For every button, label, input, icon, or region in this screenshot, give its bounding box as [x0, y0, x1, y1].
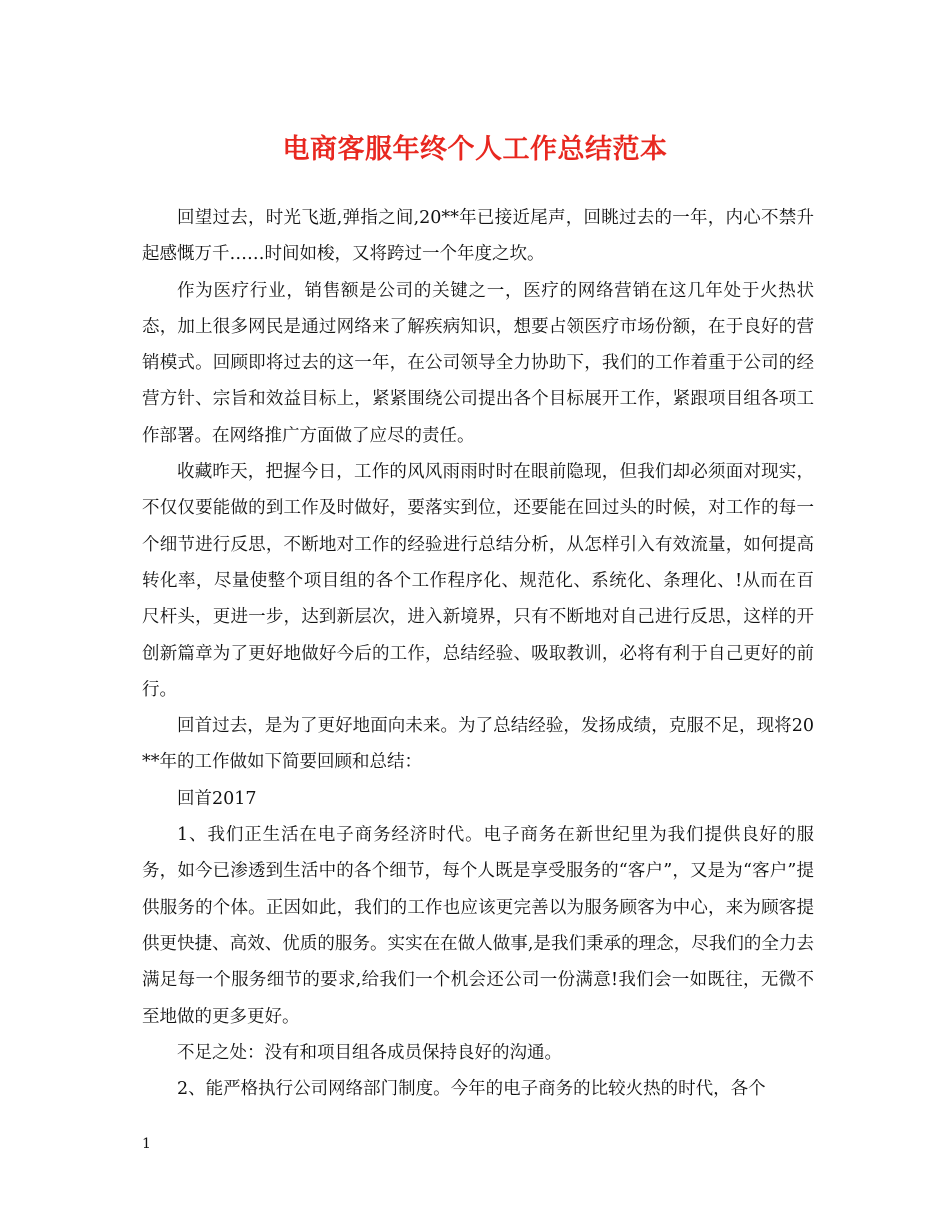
paragraph-reflection: 收藏昨天，把握今日，工作的风风雨雨时时在眼前隐现，但我们却必须面对现实，不仅仅要能做的到工作及时做好，要落实到位，还要能在回过头的时候，对工作的每一个细节进行反思，不断地对工作的经验进行总结分析，从怎样引入有效流量，如何提高转化率，尽量使整个项目组的各个工作程序化、规范化、系统化、条理化、!从而在百尺杆头，更进一步，达到新层次，进入新境界，只有不断地对自己进行反思，这样的开创新篇章为了更好地做好今后的工作，总结经验、吸取教训，必将有利于自己更好的前行。 — [142, 462, 814, 700]
page-number: 1 — [142, 1136, 151, 1152]
paragraph-industry: 作为医疗行业，销售额是公司的关键之一，医疗的网络营销在这几年处于火热状态，加上很多网民是通过网络来了解疾病知识，想要占领医疗市场份额，在于良好的营销模式。回顾即将过去的这一年，在公司领导全力协助下，我们的工作着重于公司的经营方针、宗旨和效益目标上，紧紧围绕公司提出各个目标展开工作，紧跟项目组各项工作部署。在网络推广方面做了应尽的责任。 — [142, 280, 814, 446]
paragraph-intro: 回望过去，时光飞逝,弹指之间,20**年已接近尾声，回眺过去的一年，内心不禁升起感慨万千……时间如梭，又将跨过一个年度之坎。 — [142, 208, 814, 265]
paragraph-item-2: 2、能严格执行公司网络部门制度。今年的电子商务的比较火热的时代，各个 — [177, 1079, 766, 1100]
document-title: 电商客服年终个人工作总结范本 — [282, 134, 668, 165]
section-heading-review: 回首2017 — [177, 788, 257, 809]
paragraph-review-intro: 回首过去，是为了更好地面向未来。为了总结经验，发扬成绩，克服不足，现将20**年的工作做如下简要回顾和总结： — [142, 716, 814, 773]
document-body — [142, 200, 814, 1107]
paragraph-shortcoming: 不足之处：没有和项目组各成员保持良好的沟通。 — [177, 1042, 562, 1063]
paragraph-item-1: 1、我们正生活在电子商务经济时代。电子商务在新世纪里为我们提供良好的服务，如今已渗透到生活中的各个细节，每个人既是享受服务的“客户”，又是为“客户”提供服务的个体。正因如此，我们的工作也应该更完善以为服务顾客为中心，来为顾客提供更快捷、高效、优质的服务。实实在在做人做事,是我们秉承的理念，尽我们的全力去满足每一个服务细节的要求,给我们一个机会还公司一份满意!我们会一如既往，无微不至地做的更多更好。 — [142, 825, 814, 1027]
